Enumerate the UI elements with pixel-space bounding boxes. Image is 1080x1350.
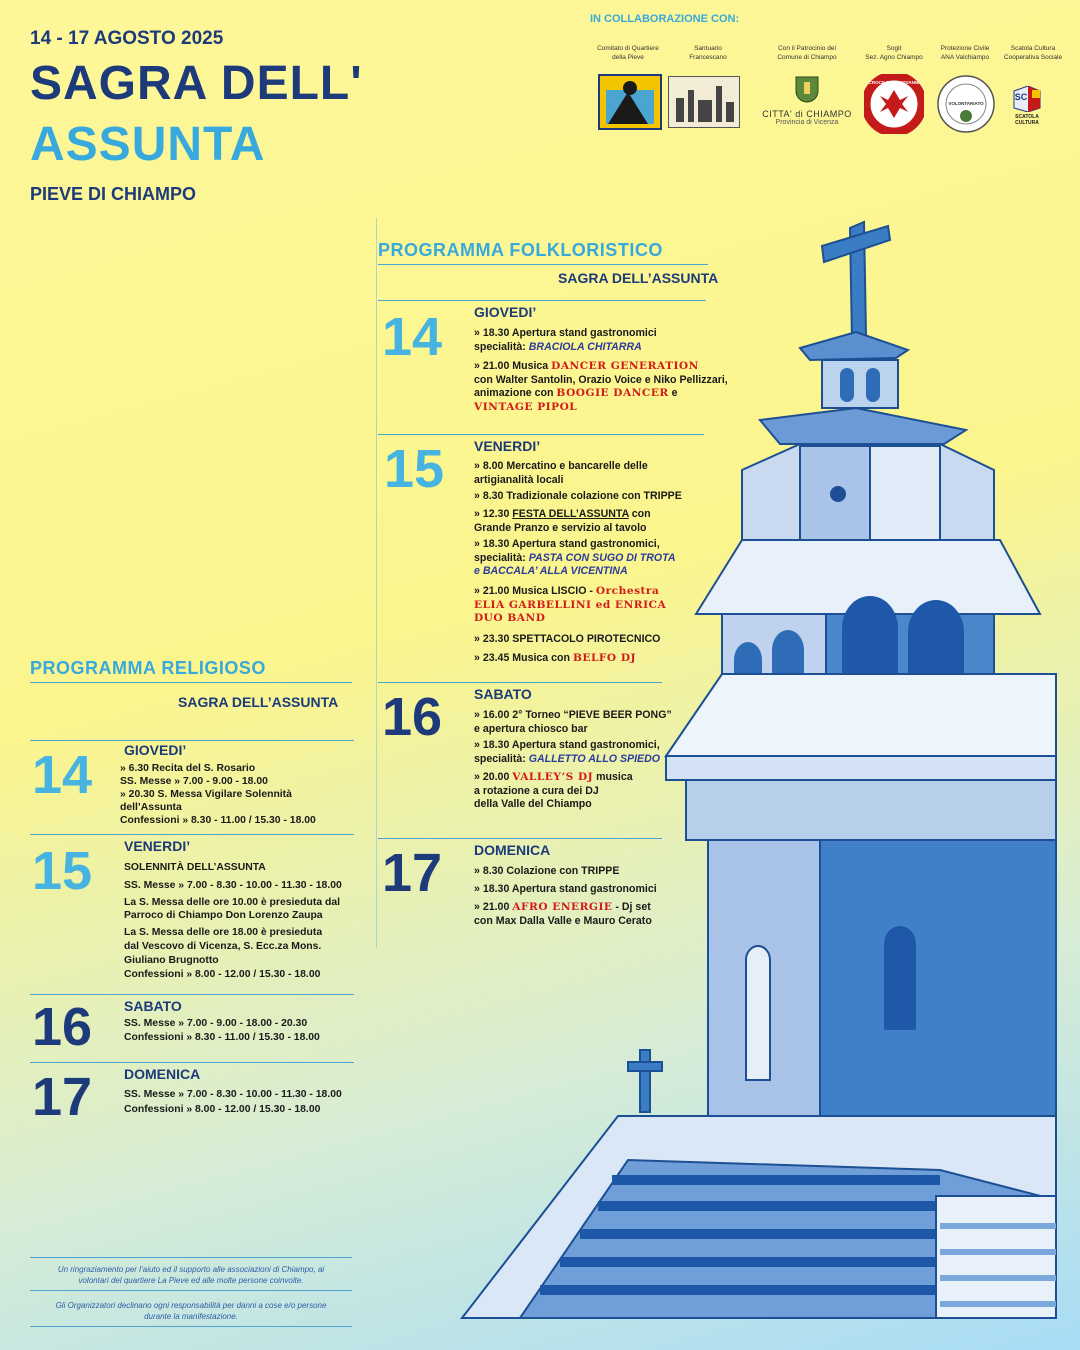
disclaimer-note: Gli Organizzatori declinano ogni responsabilità per danni a cose e/o persone durante la manifestazione.: [55, 1301, 327, 1321]
folk-event-item: » 21.00 AFRO ENERGIE - Dj set con Max Dalla Valle e Mauro Cerato: [474, 901, 652, 927]
religious-day-number: 17: [32, 1067, 93, 1127]
folk-event-item: » 23.30 SPETTACOLO PIROTECNICO: [474, 633, 661, 645]
folk-event-item: » 8.30 Colazione con TRIPPE: [474, 865, 620, 877]
religious-schedule: SOLENNITÀ DELL’ASSUNTA SS. Messe » 7.00 - 8.30 - 10.00 - 11.30 - 18.00 La S. Messa delle ore 10.00 è presieduta dal Parroco di Chiampo Don Lorenzo Zaupa La S. Messa delle ore 18.00 è presieduta dal Vescovo di Vicenza, S. Ecc.za Mons. Giuliano Brugnotto Confessioni » 8.00 - 12.00 / 15.30 - 18.00: [124, 862, 342, 980]
folk-event-item: » 18.30 Apertura stand gastronomici, specialità: PASTA CON SUGO DI TROTA e BACCALA’ ALLA VICENTINA: [474, 538, 676, 577]
event-title-line1: SAGRA DELL': [30, 57, 363, 110]
partner-caption: Protezione Civile ANA Valchiampo: [940, 45, 990, 61]
folk-event-item: » 16.00 2° Torneo “PIEVE BEER PONG” e apertura chiosco bar: [474, 709, 672, 735]
city-crest-icon: [793, 74, 821, 104]
folk-day-name: VENERDI’: [474, 438, 541, 454]
lantern: [760, 332, 966, 444]
citta-chiampo-logo: CITTA' di CHIAMPO Provincia di Vicenza: [758, 74, 856, 126]
tower-cornice: [666, 674, 1056, 756]
sogit-logo: CROCE DI S. GIOVANNI S.O.G.I.T.: [864, 74, 924, 134]
religious-schedule: SS. Messe » 7.00 - 9.00 - 18.00 - 20.30 Confessioni » 8.30 - 11.00 / 15.30 - 18.00: [124, 1018, 320, 1043]
folk-day-number: 17: [382, 843, 443, 903]
folk-event-item: » 8.00 Mercatino e bancarelle delle artigianalità locali: [474, 460, 648, 486]
folk-event-item: » 23.45 Musica con BELFO DJ: [474, 652, 637, 664]
folk-program-subtitle: SAGRA DELL’ASSUNTA: [558, 270, 719, 286]
partner-caption: Con il Patrocinio del Comune di Chiampo: [777, 45, 837, 61]
collaboration-heading: IN COLLABORAZIONE CON:: [590, 13, 740, 25]
folk-event-item: » 18.30 Apertura stand gastronomici: [474, 883, 657, 895]
partner-caption: Comitato di Quartiere della Pieve: [597, 45, 659, 61]
religious-day-name: GIOVEDI’: [124, 742, 187, 758]
religious-day-name: SABATO: [124, 998, 182, 1014]
religious-day-number: 14: [32, 745, 93, 805]
folk-program-title: PROGRAMMA FOLKLORISTICO: [378, 240, 663, 260]
event-dates: 14 - 17 AGOSTO 2025: [30, 28, 224, 49]
religious-day-number: 15: [32, 841, 93, 901]
folk-day-name: GIOVEDI’: [474, 304, 537, 320]
santuario-logo: [668, 76, 740, 128]
partner-caption: Scatola Cultura Cooperativa Sociale: [1003, 45, 1063, 61]
religious-program-subtitle: SAGRA DELL’ASSUNTA: [178, 694, 339, 710]
comitato-logo: [598, 74, 662, 130]
religious-schedule: SS. Messe » 7.00 - 8.30 - 10.00 - 11.30 - 18.00 Confessioni » 8.00 - 12.00 / 15.30 - 18.00: [124, 1089, 342, 1115]
religious-schedule: » 6.30 Recita del S. Rosario SS. Messe » 7.00 - 9.00 - 18.00 » 20.30 S. Messa Vigilare Solennità dell’Assunta Confessioni » 8.30 - 11.00 / 15.30 - 18.00: [120, 763, 316, 826]
religious-program-title: PROGRAMMA RELIGIOSO: [30, 658, 266, 678]
folk-day-name: DOMENICA: [474, 842, 551, 858]
folk-day-number: 16: [382, 687, 443, 747]
event-location: PIEVE DI CHIAMPO: [30, 184, 197, 204]
folk-event-item: » 21.00 Musica DANCER GENERATION con Walter Santolin, Orazio Voice e Niko Pellizzari, animazione con BOOGIE DANCER e VINTAGE PIPOL: [474, 360, 728, 413]
religious-day-name: VENERDI’: [124, 838, 191, 854]
partner-caption: Santuario Francescano: [689, 45, 727, 61]
folk-day-name: SABATO: [474, 686, 532, 702]
folk-day-number: 15: [384, 439, 445, 499]
folk-event-item: » 8.30 Tradizionale colazione con TRIPPE: [474, 490, 682, 502]
religious-day-number: 16: [32, 997, 93, 1057]
folk-day-number: 14: [382, 307, 443, 367]
church-cross: [628, 1050, 662, 1112]
folk-event-item: » 18.30 Apertura stand gastronomici, specialità: GALLETTO ALLO SPIEDO: [474, 739, 661, 765]
thanks-note: Un ringraziamento per l’aiuto ed il supporto alle associazioni di Chiampo, ai volontari del quartiere La Pieve ed alle molte persone coinvolte.: [57, 1265, 325, 1285]
event-title-line2: ASSUNTA: [30, 118, 266, 171]
religious-day-name: DOMENICA: [124, 1066, 201, 1082]
folk-event-item: » 21.00 Musica LISCIO - Orchestra ELIA GARBELLINI ed ENRICA DUO BAND: [474, 585, 667, 624]
folk-event-item: » 12.30 FESTA DELL’ASSUNTA con Grande Pranzo e servizio al tavolo: [474, 508, 651, 534]
tower-shaft: [708, 840, 1056, 1130]
protezione-civile-logo: VOLONTARIATO: [936, 74, 996, 134]
partner-caption: Sogit Sez. Agno Chiampo: [865, 45, 923, 61]
tower-top-cross: [822, 222, 890, 340]
scatola-cultura-logo: SC SCATOLA CULTURA: [1010, 86, 1044, 130]
folk-event-item: » 20.00 VALLEY’S DJ musica a rotazione a cura dei DJ della Valle del Chiampo: [474, 771, 633, 810]
church-roof: [462, 1116, 1056, 1318]
folk-event-item: » 18.30 Apertura stand gastronomici specialità: BRACIOLA CHITARRA: [474, 327, 657, 353]
